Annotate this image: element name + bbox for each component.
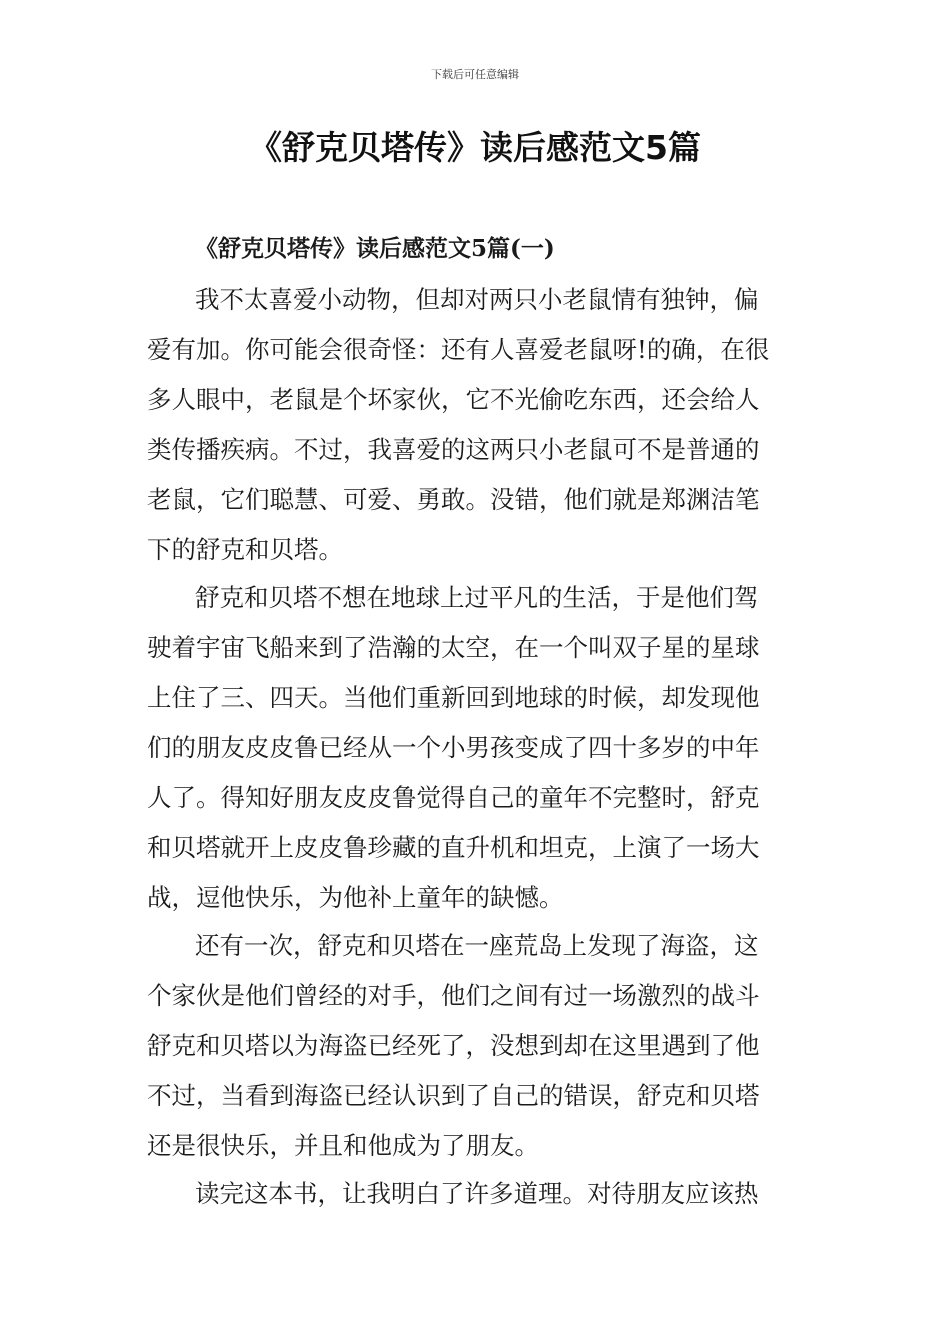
paragraph-line: 读完这本书，让我明白了许多道理。对待朋友应该热 bbox=[195, 1179, 759, 1208]
header-note: 下载后可任意编辑 bbox=[431, 68, 519, 81]
paragraph-line: 上住了三、四天。当他们重新回到地球的时候，却发现他 bbox=[147, 683, 760, 712]
paragraph-line: 多人眼中，老鼠是个坏家伙，它不光偷吃东西，还会给人 bbox=[147, 385, 760, 414]
document-title: 《舒克贝塔传》读后感范文5篇 bbox=[249, 128, 701, 167]
paragraph-line: 还有一次，舒克和贝塔在一座荒岛上发现了海盗，这 bbox=[195, 931, 759, 960]
paragraph-line: 战，逗他快乐，为他补上童年的缺憾。 bbox=[147, 883, 564, 912]
paragraph-line: 驶着宇宙飞船来到了浩瀚的太空，在一个叫双子星的星球 bbox=[147, 633, 760, 662]
paragraph-line: 我不太喜爱小动物，但却对两只小老鼠情有独钟，偏 bbox=[195, 285, 759, 314]
paragraph-line: 类传播疾病。不过，我喜爱的这两只小老鼠可不是普通的 bbox=[147, 435, 760, 464]
paragraph-line: 下的舒克和贝塔。 bbox=[147, 535, 343, 564]
paragraph-line: 舒克和贝塔以为海盗已经死了，没想到却在这里遇到了他 bbox=[147, 1031, 760, 1060]
section-heading: 《舒克贝塔传》读后感范文5篇(一) bbox=[195, 235, 555, 262]
paragraph-line: 不过，当看到海盗已经认识到了自己的错误，舒克和贝塔 bbox=[147, 1081, 760, 1110]
paragraph-line: 还是很快乐，并且和他成为了朋友。 bbox=[147, 1131, 539, 1160]
paragraph-line: 个家伙是他们曾经的对手，他们之间有过一场激烈的战斗 bbox=[147, 981, 760, 1010]
paragraph-line: 老鼠，它们聪慧、可爱、勇敢。没错，他们就是郑渊洁笔 bbox=[147, 485, 760, 514]
paragraph-line: 舒克和贝塔不想在地球上过平凡的生活，于是他们驾 bbox=[195, 583, 759, 612]
paragraph-line: 爱有加。你可能会很奇怪：还有人喜爱老鼠呀!的确，在很 bbox=[147, 335, 770, 364]
paragraph-line: 和贝塔就开上皮皮鲁珍藏的直升机和坦克，上演了一场大 bbox=[147, 833, 760, 862]
paragraph-line: 们的朋友皮皮鲁已经从一个小男孩变成了四十多岁的中年 bbox=[147, 733, 760, 762]
paragraph-line: 人了。得知好朋友皮皮鲁觉得自己的童年不完整时，舒克 bbox=[147, 783, 760, 812]
